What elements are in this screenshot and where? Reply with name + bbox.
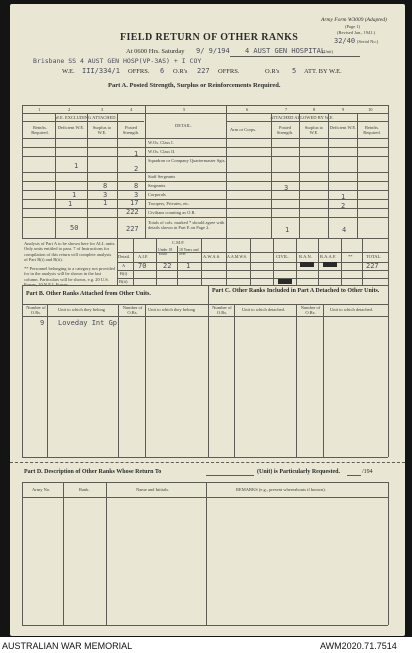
analysis-col-ran: R.A.N.	[299, 254, 312, 259]
part-d-col-rank: Rank.	[79, 487, 90, 492]
part-c-col-unit-1: Unit to which detached.	[242, 307, 285, 312]
revised-label: (Revised Jan., 1941.)	[337, 30, 376, 35]
col-num-10: 10	[368, 107, 373, 112]
col-head-deficient-r: Deficient W.E.	[329, 125, 357, 130]
hw-left-1: 1	[74, 162, 79, 170]
col-head-posted-r: Posted Strength.	[276, 125, 294, 135]
we-label: W.E.	[62, 68, 75, 75]
analysis-hw-total: 227	[366, 262, 379, 270]
hw-right-5: 4	[342, 226, 347, 234]
part-a-heading: Part A. Posted Strength, Surplus or Reinforcements Required.	[108, 82, 281, 89]
hw-posted-6: 222	[126, 208, 139, 216]
part-d-col-name: Name and Initials.	[136, 487, 170, 492]
part-c-heading: Part C. Other Ranks Included in Part A Detached to Other Units.	[212, 288, 380, 294]
footer-left: AUSTRALIAN WAR MEMORIAL	[2, 641, 133, 651]
part-b-entry-unit: Loveday Int Gp	[58, 319, 118, 327]
detail-privates: Troopers, Privates, etc.	[148, 201, 190, 206]
hw-posted-3: 8	[134, 182, 139, 190]
part-a-top-line	[22, 105, 388, 106]
part-d-col-army-no: Army No.	[32, 487, 51, 492]
detail-cqms: Squadron or Company Quartermaster Sgts.	[148, 158, 226, 163]
col-num-9: 9	[342, 107, 345, 112]
offrs-value: 6	[160, 67, 165, 75]
analysis-col-detail: Detail.	[118, 254, 131, 259]
part-b-col-unit-1: Unit to which they belong	[58, 307, 105, 312]
analysis-col-awas: A.W.A.S.	[203, 254, 221, 259]
ors-label: O.R's	[173, 68, 188, 75]
part-c-col-unit-2: Unit to which detached.	[330, 307, 373, 312]
footer-right: AWM2020.71.7514	[320, 641, 397, 651]
hw-posted-4: 3	[134, 191, 139, 199]
analysis-row-a: A	[122, 263, 126, 268]
col-head-posted: Posted Strength.	[122, 125, 140, 135]
analysis-col-cmf: C.M.F.	[172, 240, 185, 245]
col-num-3: 3	[101, 107, 104, 112]
detail-staff-sgts: Staff Sergeants	[148, 174, 176, 179]
analysis-footnote: ** Personnel belonging to a category not provided for in the analysis will be shown in the last column. Particulars will be shown, e.g. 20 U.S. Forces, 10 N.E.I. Forces.	[24, 266, 115, 288]
offrs-label: OFFRS.	[128, 68, 150, 75]
analysis-cmf-over: 18 Years and over	[179, 248, 199, 257]
detail-civilians: Civilians counting as O.R.	[148, 210, 196, 215]
ors-value: 227	[197, 67, 210, 75]
part-b-entry-number: 9	[40, 319, 45, 327]
location-value: Brisbane SS 4 AUST GEN HOSP(VP-3AS) + I COY	[33, 57, 202, 65]
analysis-col-other: **	[348, 254, 353, 259]
hw-right-3: 2	[341, 202, 346, 210]
redaction-raaf	[323, 262, 337, 267]
unit-label: (Unit)	[322, 49, 333, 54]
hw-posted-5: 17	[130, 199, 139, 207]
detail-wo1: W.Os. Class I.	[148, 140, 174, 145]
analysis-row-bi: B(i)	[120, 271, 128, 276]
col-num-1: 1	[38, 107, 41, 112]
part-d-heading: Part D. Description of Other Ranks Whose Return To	[24, 469, 162, 475]
detail-corporals: Corporals	[148, 192, 166, 197]
part-b-col-number-1: Number of O.Rs.	[26, 305, 46, 315]
hw-posted-2: 2	[134, 165, 139, 173]
analysis-col-aamws: A.A.M.W.S.	[227, 254, 247, 259]
part-b-col-number-2: Number of O.Rs.	[122, 305, 143, 315]
col-num-5: 5	[183, 107, 186, 112]
hw-left-4: 3	[103, 191, 108, 199]
analysis-row-bii: B(ii)	[119, 279, 128, 284]
serial-label: (Serial No.)	[357, 39, 379, 44]
detail-head: DETAIL.	[175, 123, 193, 128]
hw-right-4: 1	[285, 226, 290, 234]
detail-sergeants: Sergeants	[148, 183, 166, 188]
col-head-arm: Arm or Corps.	[230, 127, 257, 132]
att-label: ATT. BY W.E.	[304, 68, 342, 75]
analysis-hw-aif: 70	[138, 262, 147, 270]
analysis-col-raaf: R.A.A.F.	[320, 254, 337, 259]
hw-right-1: 3	[284, 184, 289, 192]
col-num-8: 8	[313, 107, 316, 112]
col-head-reinfts: Reinfts. Required.	[31, 125, 49, 135]
col-num-6: 6	[246, 107, 249, 112]
hw-left-7: 50	[70, 224, 79, 232]
hw-posted-7: 227	[126, 225, 139, 233]
part-c-col-number-1: Number of O.Rs.	[212, 305, 232, 315]
hw-left-5: 1	[103, 199, 108, 207]
unit-underline	[230, 56, 360, 57]
page-label: (Page 1)	[345, 24, 361, 29]
unit-value: 4 AUST GEN HOSPITAL	[245, 47, 326, 55]
analysis-hw-under: 22	[163, 262, 172, 270]
detail-totals: Totals of cols. marked * should agree with details shown in Part E on Page 2.	[148, 220, 225, 231]
hw-right-2: 1	[341, 193, 346, 201]
col-head-deficient: Deficient W.E.	[57, 125, 85, 130]
hw-left-6: 1	[68, 200, 73, 208]
att-value: 5	[292, 67, 297, 75]
col-num-7: 7	[285, 107, 288, 112]
redaction-ran	[300, 262, 314, 267]
date-value: 9/ 9/194	[196, 47, 230, 55]
analysis-text: Analysis of Part A to be shown here for ALL units. Only units entitled to para. 7 of Instructions for compilation of this return will complete analysis of Part B(i) and B(ii).	[24, 241, 116, 263]
col-num-2: 2	[68, 107, 71, 112]
army-form-label: Army Form W3009 (Adapted)	[321, 17, 387, 23]
attached-allowed-label: ATTACHED ALLOWED BY W.E.	[270, 115, 334, 120]
part-d-mid: (Unit) is Particularly Requested.	[257, 469, 340, 475]
col-num-4: 4	[130, 107, 133, 112]
hw-left-2: 8	[103, 182, 108, 190]
col-head-reinfts-r: Reinfts. Required.	[363, 125, 381, 135]
part-d-col-remarks: REMARKS (e.g., present whereabouts if known).	[236, 487, 326, 492]
part-b-col-unit-2: Unit to which they belong	[148, 307, 195, 312]
we-value: III/334/1	[82, 67, 120, 75]
col-head-surplus: Surplus to W.E.	[92, 125, 112, 135]
serial-value: 32/40	[334, 37, 356, 45]
hw-left-3: 1	[72, 191, 77, 199]
part-b-heading: Part B. Other Ranks Attached from Other Units.	[26, 291, 151, 297]
part-c-col-number-2: Number of O.Rs.	[300, 305, 321, 315]
ors-label-2: O.R's	[265, 68, 280, 75]
analysis-cmf-under: Under 18 Youth	[158, 248, 173, 257]
analysis-col-total: TOTAL.	[366, 254, 382, 259]
detail-wo2: W.Os. Class II.	[148, 149, 176, 154]
analysis-hw-over: 1	[186, 262, 191, 270]
col-head-surplus-r: Surplus to W.E.	[304, 125, 324, 135]
redaction-civil	[278, 279, 292, 284]
at-hours-label: At 0600 Hrs. Saturday	[126, 48, 185, 55]
analysis-col-aif: A.I.F.	[138, 254, 149, 259]
we-excluding-label: W.E. EXCLUDING ATTACHED.	[55, 115, 117, 120]
analysis-col-civil: CIVIL.	[276, 254, 290, 259]
part-d-end: /194	[362, 469, 373, 475]
offrs-label-2: OFFRS.	[218, 68, 240, 75]
form-title: FIELD RETURN OF OTHER RANKS	[120, 32, 299, 43]
hw-posted-1: 1	[134, 150, 139, 158]
